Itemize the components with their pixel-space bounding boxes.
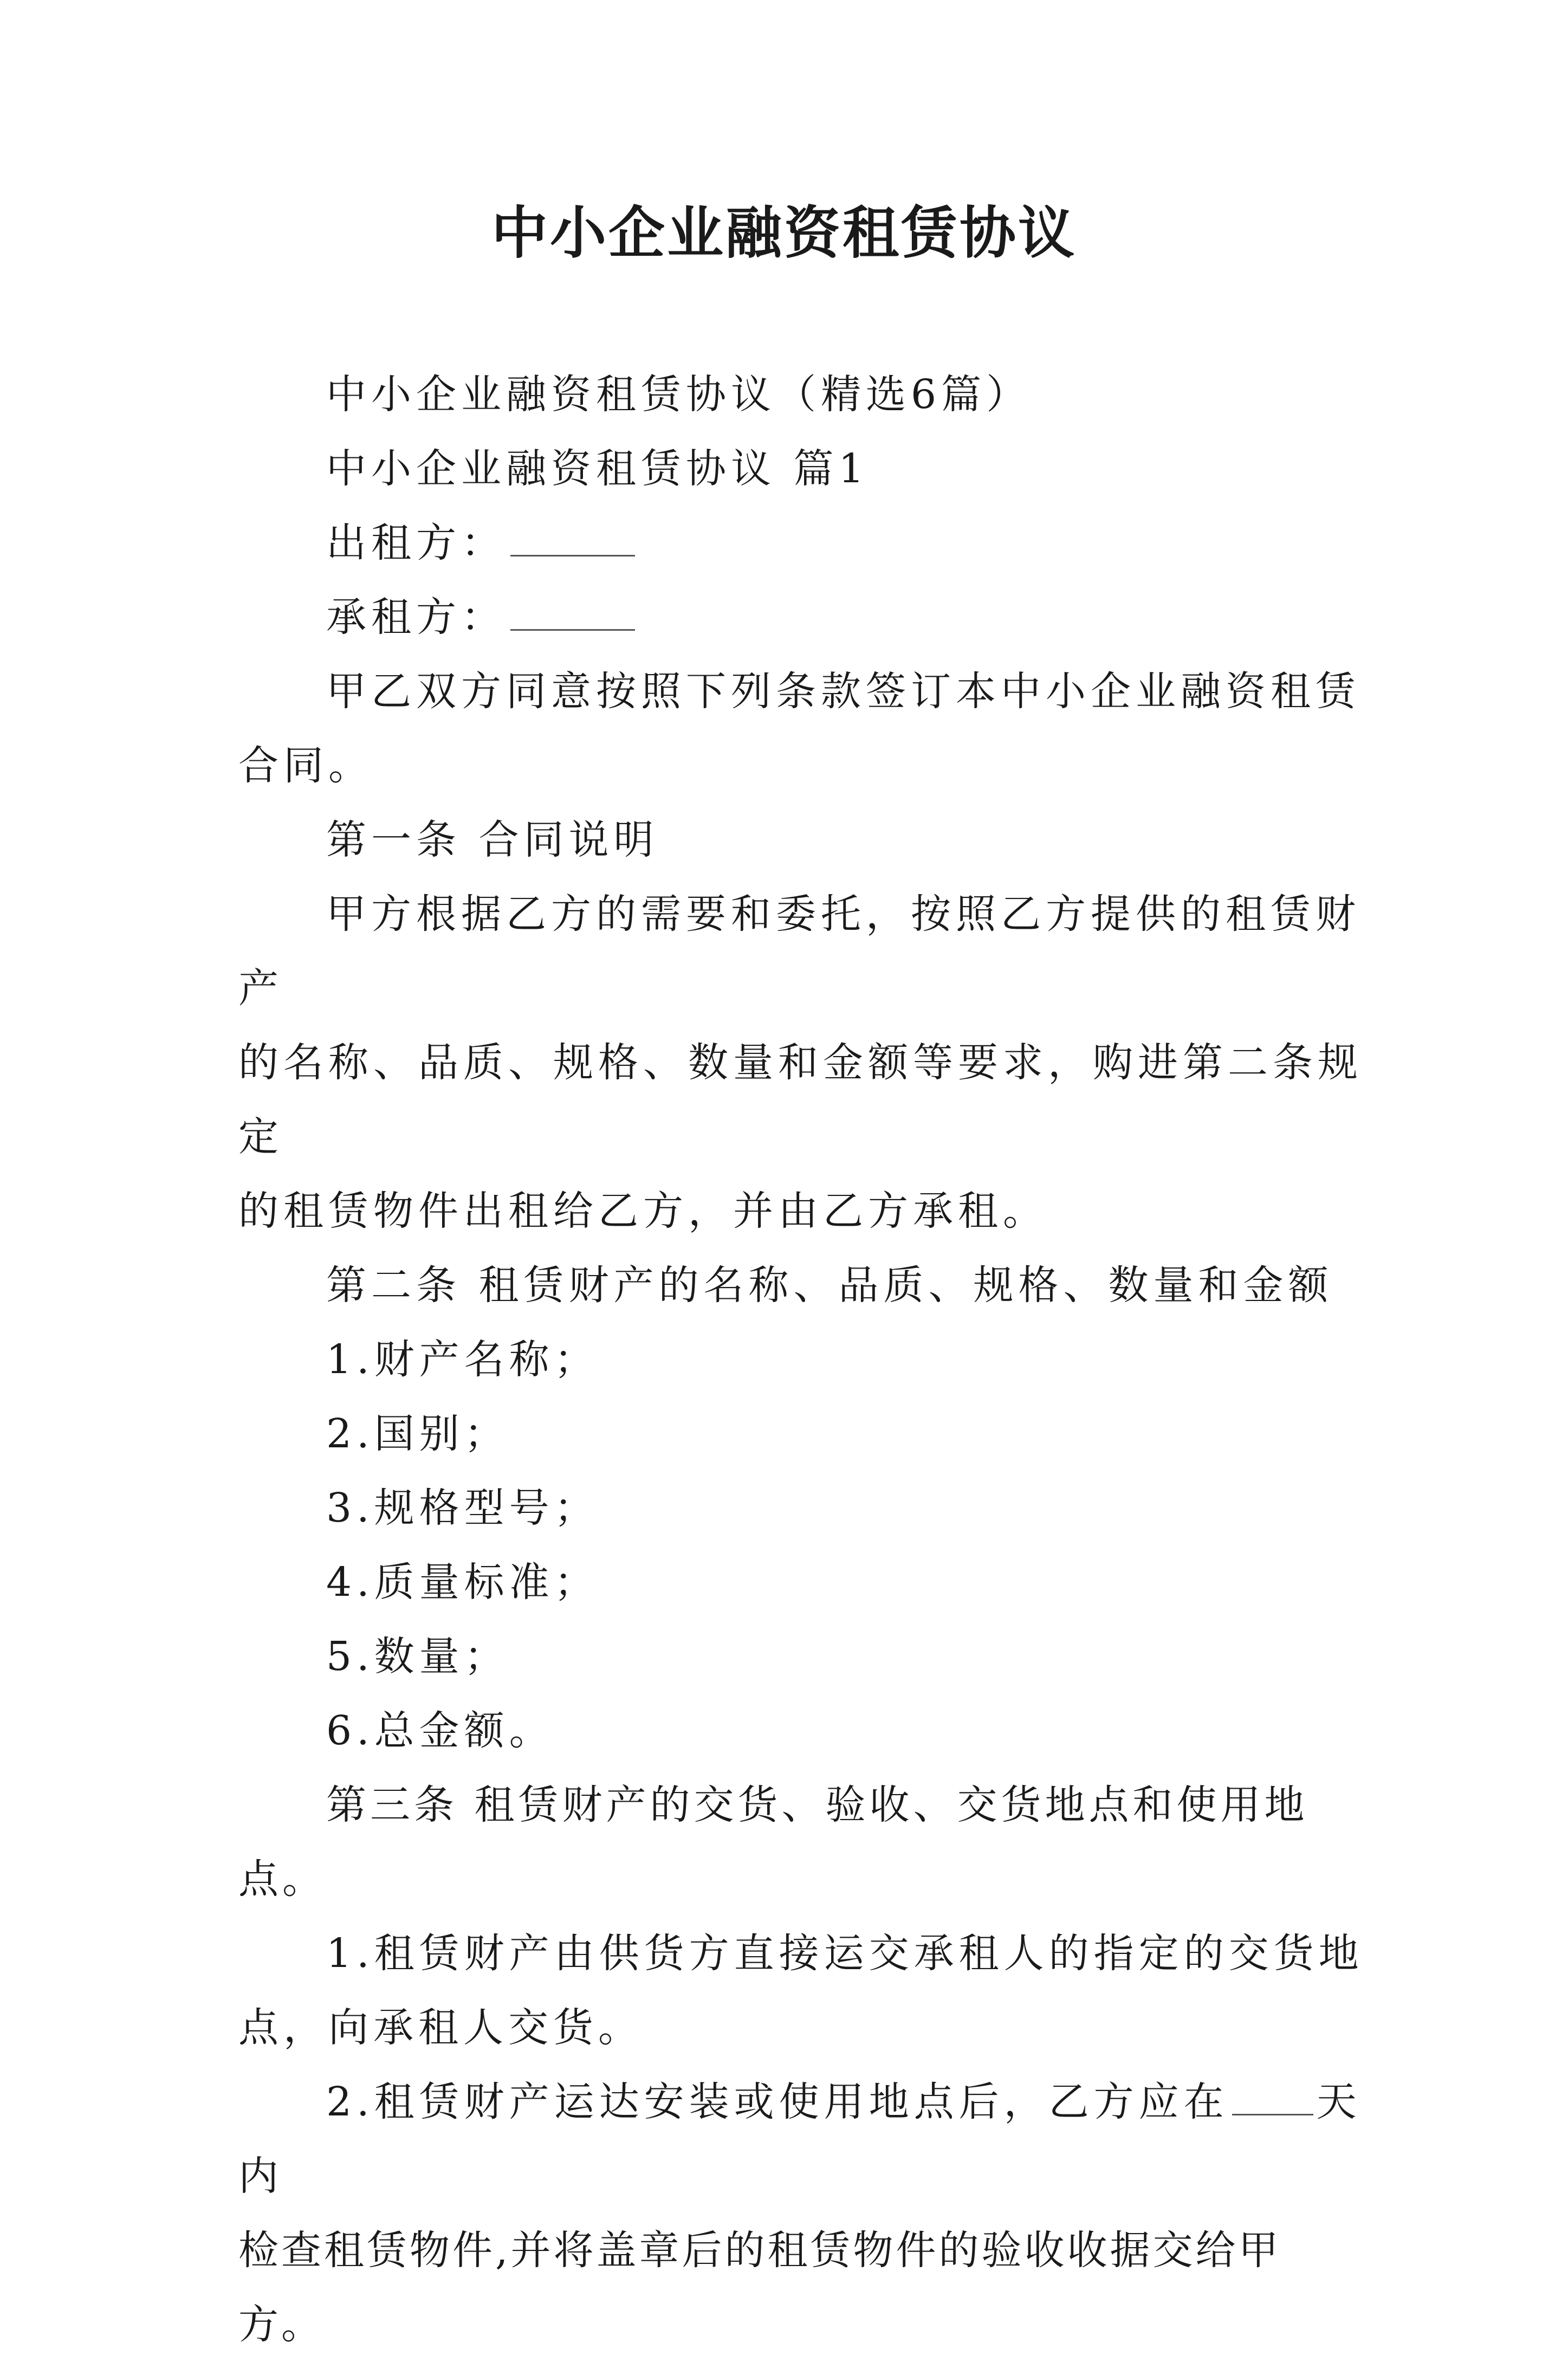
article-3-item-2-line-2: 检查租赁物件,并将盖章后的租赁物件的验收收据交给甲方。 xyxy=(238,2227,1281,2348)
intro-line-1: 甲乙双方同意按照下列条款签订本中小企业融资租赁 xyxy=(326,668,1360,715)
article-3-heading: 第三条 租赁财产的交货、验收、交货地点和使用地点。 xyxy=(238,1782,1308,1902)
article-3-item-1-line-1: 1.租赁财产由供货方直接运交承租人的指定的交货地 xyxy=(326,1930,1364,1977)
article-2-item: 3.规格型号； xyxy=(326,1485,599,1531)
article-3-item-1 xyxy=(238,1917,1365,2065)
article-2-item: 5.数量； xyxy=(326,1633,509,1680)
article-1-heading: 第一条 合同说明 xyxy=(326,817,659,863)
section-heading: 中小企业融资租赁协议 篇1 xyxy=(326,445,869,492)
intro-line-2: 合同。 xyxy=(238,742,373,789)
lessee-label: 承租方： xyxy=(326,594,506,640)
lessor-label: 出租方： xyxy=(326,520,506,566)
subtitle: 中小企业融资租赁协议（精选6篇） xyxy=(326,371,1032,418)
article-2-item: 1.财产名称； xyxy=(326,1336,599,1383)
article-2-item: 6.总金额。 xyxy=(326,1707,554,1754)
article-2-heading: 第二条 租赁财产的名称、品质、规格、数量和金额 xyxy=(326,1262,1333,1309)
lessor-blank xyxy=(510,515,635,556)
article-3-item-1-line-2: 点，向承租人交货。 xyxy=(238,2004,643,2051)
article-3-item-2-pre: 2.租赁财产运达安装或使用地点后，乙方应在 xyxy=(326,2079,1229,2125)
article-1-line-3: 的租赁物件出租给乙方，并由乙方承租。 xyxy=(238,1188,1048,1234)
intro-paragraph xyxy=(238,655,1365,803)
article-3-item-2 xyxy=(238,2065,1365,2362)
article-3-item-2-post: 天内 xyxy=(238,2079,1362,2199)
article-1-paragraph xyxy=(238,877,1365,1248)
article-2-item: 2.国别； xyxy=(326,1410,509,1457)
article-1-line-1: 甲方根据乙方的需要和委托，按照乙方提供的租赁财产 xyxy=(238,891,1360,1012)
lessee-line xyxy=(238,580,1365,655)
lessor-line xyxy=(238,506,1365,580)
article-3-item-2-line-1 xyxy=(238,2065,1365,2214)
article-2-item: 4.质量标准； xyxy=(326,1559,599,1606)
lessee-blank xyxy=(510,589,635,631)
document-body xyxy=(238,358,1365,2362)
article-1-line-2: 的名称、品质、规格、数量和金额等要求，购进第二条规定 xyxy=(238,1039,1363,1160)
document-title: 中小企业融资租赁协议 xyxy=(491,199,1077,266)
days-blank xyxy=(1232,2074,1313,2115)
